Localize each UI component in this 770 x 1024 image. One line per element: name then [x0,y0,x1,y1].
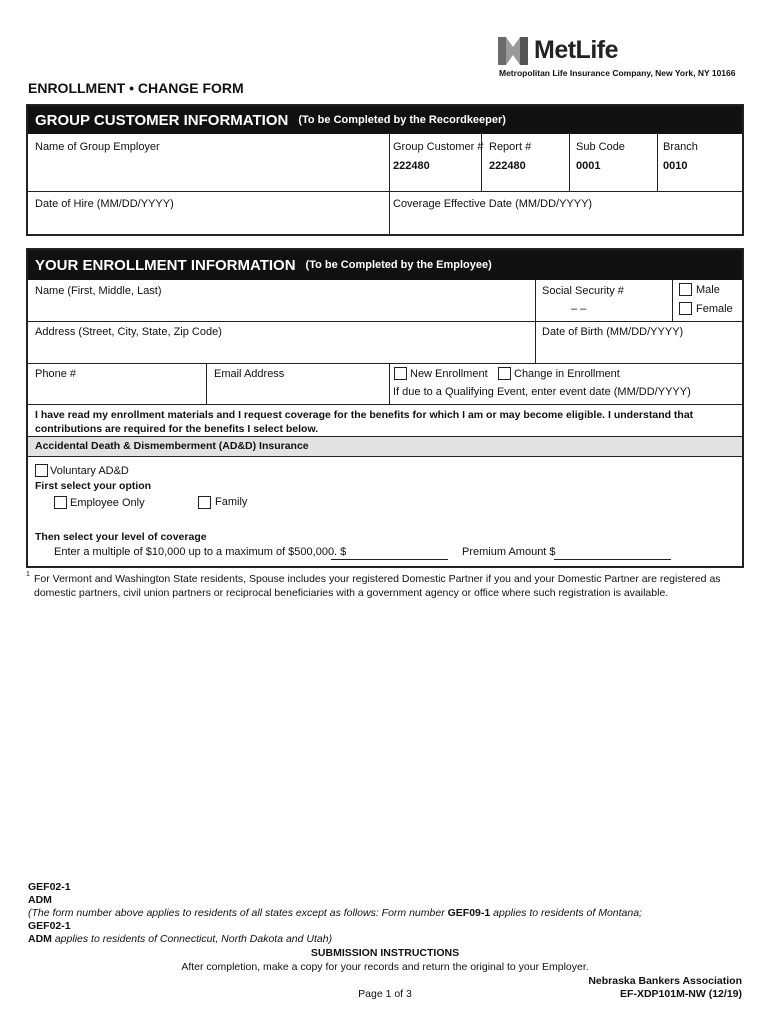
group-customer-label: Group Customer # [393,141,484,153]
premium-amount-label: Premium Amount $ [462,546,556,558]
form-number-4: ADM [28,933,52,945]
group-customer-header [28,106,742,134]
company-address: Metropolitan Life Insurance Company, New York, NY 10166 [499,68,736,78]
date-of-hire-field[interactable]: Date of Hire (MM/DD/YYYY) [35,198,174,210]
family-checkbox[interactable] [198,496,211,509]
change-enrollment-checkbox[interactable] [498,367,511,380]
add-header: Accidental Death & Dismemberment (AD&D) Insurance [35,440,309,452]
premium-amount-field[interactable] [554,559,671,560]
group-section-title: GROUP CUSTOMER INFORMATION [35,111,289,129]
submission-title: SUBMISSION INSTRUCTIONS [310,947,460,959]
voluntary-add-checkbox[interactable] [35,464,48,477]
sub-code-label: Sub Code [576,141,625,153]
employee-only-checkbox[interactable] [54,496,67,509]
report-label: Report # [489,141,532,153]
coverage-amount-field[interactable] [331,559,448,560]
new-enrollment-checkbox[interactable] [394,367,407,380]
report-value[interactable]: 222480 [489,160,526,172]
family-label: Family [215,496,248,508]
branch-value[interactable]: 0010 [663,160,688,172]
form-number-note [28,907,642,919]
email-field[interactable]: Email Address [214,368,285,380]
note-suffix: applies to residents of Montana; [490,907,642,919]
female-checkbox[interactable] [679,302,692,315]
submission-text: After completion, make a copy for your records and return the original to your Employer. [181,961,589,973]
group-customer-value[interactable]: 222480 [393,160,430,172]
first-select-heading: First select your option [35,480,152,492]
ssn-field[interactable]: – – [571,303,587,315]
form-number-1: GEF02-1 [28,881,71,893]
employee-only-label: Employee Only [70,497,145,509]
footnote-text: For Vermont and Washington State residents, Spouse includes your registered Domestic Partner if you and your Domestic Partner are registered as domestic partners, civil union partners or reciprocal beneficiaries with a government agency or office where such registration is available. [34,573,721,599]
form-number-note-2 [28,933,332,945]
form-number-3: GEF02-1 [28,920,71,932]
dob-field[interactable]: Date of Birth (MM/DD/YYYY) [542,326,684,338]
logo-text: MetLife [534,36,618,64]
association: Nebraska Bankers Association [588,975,742,987]
enrollment-section [26,248,744,568]
male-label: Male [696,284,720,296]
coverage-effective-date-field[interactable]: Coverage Effective Date (MM/DD/YYYY) [393,198,593,210]
acknowledgement-statement: I have read my enrollment materials and I request coverage for the benefits for which I am or may become eligible. I understand that contributions are required for the benefits I select below. [35,409,694,435]
page-number: Page 1 of 3 [358,988,412,1000]
enrollment-header [28,250,742,280]
note2-suffix: applies to residents of Connecticut, North Dakota and Utah) [51,933,333,945]
branch-label: Branch [663,141,698,153]
note-bold: GEF09-1 [447,907,491,919]
form-title: ENROLLMENT • CHANGE FORM [28,80,244,96]
metlife-logo-mark-icon [498,37,528,65]
form-code: EF-XDP101M-NW (12/19) [620,988,742,1000]
address-field[interactable]: Address (Street, City, State, Zip Code) [35,326,222,338]
metlife-logo [498,36,618,65]
form-number-2: ADM [28,894,52,906]
name-field[interactable]: Name (First, Middle, Last) [35,285,162,297]
voluntary-add-label: Voluntary AD&D [50,465,129,477]
enroll-section-subtitle: (To be Completed by the Employee) [305,259,492,271]
coverage-amount-label: Enter a multiple of $10,000 up to a maximum of $500,000. $ [54,546,347,558]
change-enrollment-label: Change in Enrollment [514,368,620,380]
ssn-label: Social Security # [542,285,624,297]
new-enrollment-label: New Enrollment [410,368,488,380]
phone-field[interactable]: Phone # [35,368,76,380]
qualifying-event-date-field[interactable]: If due to a Qualifying Event, enter event date (MM/DD/YYYY) [393,386,691,398]
then-select-heading: Then select your level of coverage [35,531,207,543]
enroll-section-title: YOUR ENROLLMENT INFORMATION [35,256,296,274]
sub-code-value[interactable]: 0001 [576,160,601,172]
group-customer-section [26,104,744,236]
group-employer-field[interactable]: Name of Group Employer [35,141,160,153]
group-section-subtitle: (To be Completed by the Recordkeeper) [298,114,506,126]
footnote-mark: 1 [26,571,30,578]
male-checkbox[interactable] [679,283,692,296]
female-label: Female [696,303,733,315]
note-prefix: (The form number above applies to residents of all states except as follows: Form number [28,907,448,919]
